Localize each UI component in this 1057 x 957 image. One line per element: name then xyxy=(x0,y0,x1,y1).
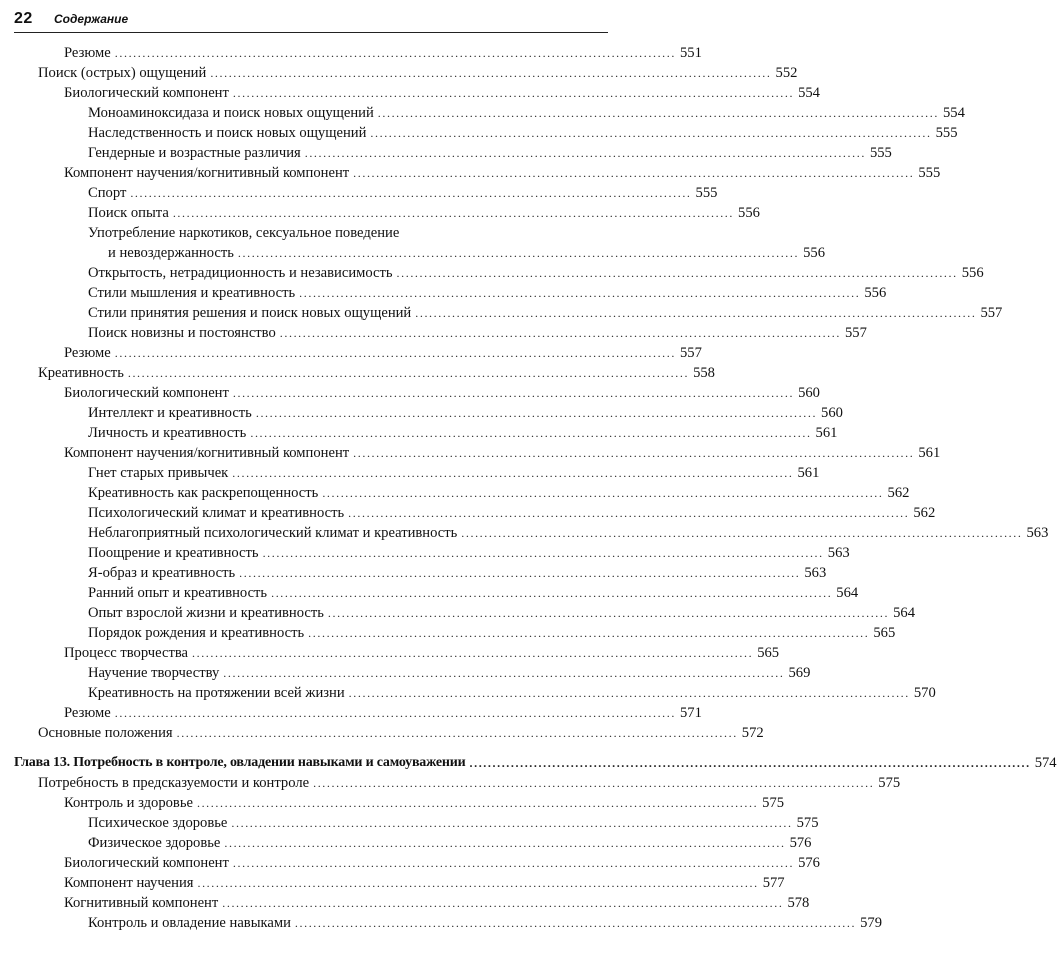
toc-entry-title: Биологический компонент xyxy=(64,385,229,401)
toc-entry-title: Ранний опыт и креативность xyxy=(88,585,268,601)
toc-entry[interactable] xyxy=(88,122,958,142)
toc-entry-title: Наследственность и поиск новых ощущений xyxy=(88,125,367,141)
toc-entry[interactable] xyxy=(64,792,785,812)
dot-leader: .......................................................................................................................... xyxy=(232,86,795,100)
toc-entry-page: 554 xyxy=(942,105,965,121)
toc-entry[interactable] xyxy=(64,642,780,662)
page-number: 22 xyxy=(14,10,33,27)
toc-entry-page: 575 xyxy=(878,775,901,791)
toc-entry-title: Глава 13. Потребность в контроле, овладении навыками и самоуважении xyxy=(14,755,466,770)
dot-leader: .......................................................................................................................... xyxy=(299,286,861,300)
toc-entry-title: Личность и креативность xyxy=(88,425,247,441)
toc-entry-page: 578 xyxy=(787,895,810,911)
toc-entry-page: 554 xyxy=(798,85,820,101)
toc-entry[interactable] xyxy=(88,182,718,202)
toc-entry-title: Открытость, нетрадиционность и независимость xyxy=(88,265,393,281)
dot-leader: .......................................................................................................................... xyxy=(196,796,759,810)
toc-entry-title: Поиск (острых) ощущений xyxy=(38,65,207,81)
dot-leader: .......................................................................................................................... xyxy=(210,66,772,80)
dot-leader: .......................................................................................................................... xyxy=(232,856,795,870)
toc-entry-page: 555 xyxy=(695,185,718,201)
toc-entry-page: 579 xyxy=(860,915,882,931)
dot-leader: .......................................................................................................................... xyxy=(308,626,870,640)
toc-entry-title: Опыт взрослой жизни и креативность xyxy=(88,605,324,621)
toc-entry-title: Психологический климат и креативность xyxy=(88,505,345,521)
toc-entry-page: 556 xyxy=(738,205,760,221)
toc-entry-page: 563 xyxy=(827,545,850,561)
toc-entry-page: 558 xyxy=(693,365,715,381)
dot-leader: .......................................................................................................................... xyxy=(223,666,785,680)
toc-entry-page: 576 xyxy=(789,835,812,851)
toc-entry[interactable] xyxy=(88,562,827,582)
dot-leader: .......................................................................................................................... xyxy=(271,586,833,600)
dot-leader: .......................................................................................................................... xyxy=(327,606,890,620)
toc-entry[interactable] xyxy=(88,542,850,562)
toc-entry[interactable] xyxy=(88,522,1049,542)
toc-entry[interactable] xyxy=(64,852,820,872)
dot-leader: .......................................................................................................................... xyxy=(232,386,795,400)
toc-entry-title: Биологический компонент xyxy=(64,85,229,101)
toc-entry-page: 555 xyxy=(918,165,941,181)
toc-entry[interactable] xyxy=(88,422,838,442)
toc-entry-page: 555 xyxy=(935,125,958,141)
toc-entry[interactable] xyxy=(88,282,887,302)
toc-entry[interactable] xyxy=(88,102,965,122)
toc-entry[interactable] xyxy=(88,912,882,932)
toc-entry-page: 565 xyxy=(757,645,780,661)
toc-entry[interactable] xyxy=(88,402,843,422)
toc-entry[interactable] xyxy=(108,242,825,262)
toc-entry-page: 569 xyxy=(788,665,811,681)
toc-entry[interactable] xyxy=(88,682,936,702)
toc-chapter-entry[interactable] xyxy=(14,752,1057,772)
dot-leader: .......................................................................................................................... xyxy=(114,706,676,720)
toc-entry-title: Компонент научения/когнитивный компонент xyxy=(64,445,350,461)
toc-entry-title: Гендерные и возрастные различия xyxy=(88,145,301,161)
toc-entry[interactable] xyxy=(88,602,915,622)
toc-entry-title: Неблагоприятный психологический климат и креативность xyxy=(88,525,458,541)
dot-leader: .......................................................................................................................... xyxy=(224,836,786,850)
toc-entry[interactable] xyxy=(88,462,820,482)
toc-entry-title: и невоздержанность xyxy=(108,245,234,261)
dot-leader: .......................................................................................................................... xyxy=(396,266,958,280)
toc-entry-title: Компонент научения/когнитивный компонент xyxy=(64,165,350,181)
toc-entry-title: Когнитивный компонент xyxy=(64,895,219,911)
toc-entry-title: Интеллект и креативность xyxy=(88,405,252,421)
dot-leader: .......................................................................................................................... xyxy=(322,486,884,500)
toc-entry[interactable] xyxy=(88,322,867,342)
toc-entry-page: 560 xyxy=(821,405,843,421)
toc-entry-title: Компонент научения xyxy=(64,875,194,891)
toc-entry[interactable] xyxy=(88,662,811,682)
toc-entry-page: 563 xyxy=(804,565,827,581)
toc-entry[interactable] xyxy=(88,502,936,522)
toc-entry-title: Физическое здоровье xyxy=(88,835,221,851)
toc-entry[interactable] xyxy=(38,362,715,382)
toc-entry-page: 572 xyxy=(741,725,764,741)
toc-entry[interactable] xyxy=(64,342,702,362)
toc-entry-title: Стили мышления и креативность xyxy=(88,285,296,301)
dot-leader: .......................................................................................................................... xyxy=(239,566,801,580)
toc-entry-page: 561 xyxy=(797,465,820,481)
toc-entry-page: 552 xyxy=(775,65,798,81)
dot-leader: .......................................................................................................................... xyxy=(353,446,915,460)
dot-leader: .......................................................................................................................... xyxy=(114,346,676,360)
toc-entry[interactable] xyxy=(64,892,810,912)
dot-leader: .......................................................................................................................... xyxy=(461,526,1023,540)
toc-entry-page: 557 xyxy=(679,345,702,361)
toc-entry-title: Поиск опыта xyxy=(88,205,169,221)
toc-entry[interactable] xyxy=(88,262,984,282)
toc-entry[interactable] xyxy=(88,222,613,242)
toc-entry-title: Гнет старых привычек xyxy=(88,465,229,481)
dot-leader: .......................................................................................................................... xyxy=(130,186,692,200)
dot-leader: .......................................................................................................................... xyxy=(313,776,875,790)
dot-leader: .......................................................................................................................... xyxy=(231,816,793,830)
toc-entry-page: 563 xyxy=(1026,525,1049,541)
toc-entry-page: 551 xyxy=(679,45,702,61)
toc-entry-title: Я-образ и креативность xyxy=(88,565,236,581)
toc-entry-title: Поиск новизны и постоянство xyxy=(88,325,276,341)
dot-leader: .......................................................................................................................... xyxy=(114,46,676,60)
toc-entry-page: 570 xyxy=(913,685,936,701)
toc-entry[interactable] xyxy=(64,382,820,402)
toc-entry-title: Резюме xyxy=(64,345,111,361)
toc-entry-title: Моноаминоксидаза и поиск новых ощущений xyxy=(88,105,374,121)
toc-entry-title: Порядок рождения и креативность xyxy=(88,625,305,641)
toc-entry-page: 555 xyxy=(869,145,892,161)
toc-entry-page: 556 xyxy=(961,265,984,281)
toc-entry-title: Резюме xyxy=(64,705,111,721)
dot-leader: .......................................................................................................................... xyxy=(232,466,794,480)
toc-entry[interactable] xyxy=(88,832,812,852)
toc-entry-page: 565 xyxy=(873,625,896,641)
toc-entry[interactable] xyxy=(88,202,760,222)
toc-entry-title: Стили принятия решения и поиск новых ощущений xyxy=(88,305,412,321)
toc-entry[interactable] xyxy=(38,772,901,792)
toc-entry-page: 562 xyxy=(913,505,936,521)
dot-leader: .......................................................................................................................... xyxy=(370,126,932,140)
toc-entry-title: Спорт xyxy=(88,185,127,201)
toc-entry-page: 562 xyxy=(887,485,910,501)
dot-leader: .......................................................................................................................... xyxy=(262,546,824,560)
toc-entry-title: Креативность как раскрепощенность xyxy=(88,485,319,501)
toc-entry-title: Поощрение и креативность xyxy=(88,545,259,561)
toc-entry-title: Креативность xyxy=(38,365,124,381)
toc-entry-title: Основные положения xyxy=(38,725,173,741)
toc-entry[interactable] xyxy=(64,442,941,462)
dot-leader: .......................................................................................................................... xyxy=(353,166,915,180)
toc-entry[interactable] xyxy=(64,702,702,722)
toc-entry-title: Процесс творчества xyxy=(64,645,188,661)
toc-entry-page: 576 xyxy=(798,855,820,871)
section-title: Содержание xyxy=(54,12,129,26)
toc-entry[interactable] xyxy=(64,162,941,182)
toc-entry-page: 564 xyxy=(893,605,915,621)
dot-leader: .......................................................................................................................... xyxy=(255,406,818,420)
toc-entry[interactable] xyxy=(88,142,892,162)
dot-leader: .......................................................................................................................... xyxy=(279,326,841,340)
toc-entry-page: 557 xyxy=(980,305,1003,321)
toc-entry[interactable] xyxy=(88,812,819,832)
toc-entry[interactable] xyxy=(38,62,798,82)
toc-entry-title: Психическое здоровье xyxy=(88,815,228,831)
toc-entry-page: 571 xyxy=(679,705,702,721)
dot-leader: .......................................................................................................................... xyxy=(237,246,800,260)
dot-leader: .......................................................................................................................... xyxy=(348,686,910,700)
dot-leader: .......................................................................................................................... xyxy=(192,646,754,660)
dot-leader: .......................................................................................................................... xyxy=(197,876,759,890)
toc-entry-page: 560 xyxy=(798,385,820,401)
dot-leader: .......................................................................................................................... xyxy=(172,206,735,220)
dot-leader: .......................................................................................................................... xyxy=(348,506,910,520)
dot-leader: .......................................................................................................................... xyxy=(127,366,690,380)
dot-leader: .......................................................................................................................... xyxy=(304,146,866,160)
toc-entry-page: 561 xyxy=(815,425,838,441)
toc-entry-page: 557 xyxy=(844,325,867,341)
dot-leader: .......................................................................................................................... xyxy=(294,916,857,930)
dot-leader: .......................................................................................................................... xyxy=(176,726,738,740)
toc-entry-page: 561 xyxy=(918,445,941,461)
dot-leader: .......................................................................................................................... xyxy=(415,306,977,320)
toc-entry[interactable] xyxy=(88,622,896,642)
toc-entry-title: Контроль и здоровье xyxy=(64,795,193,811)
toc-entry[interactable] xyxy=(88,482,910,502)
toc-entry-page: 556 xyxy=(803,245,825,261)
dot-leader: .......................................................................................................................... xyxy=(377,106,939,120)
toc-entry-page: 575 xyxy=(762,795,785,811)
toc-entry-title: Употребление наркотиков, сексуальное поведение xyxy=(88,225,400,241)
toc-entry-title: Научение творчеству xyxy=(88,665,220,681)
toc-entry[interactable] xyxy=(64,82,820,102)
toc-entry-page: 564 xyxy=(836,585,859,601)
toc-entry[interactable] xyxy=(38,722,764,742)
toc-entry-title: Контроль и овладение навыками xyxy=(88,915,291,931)
toc-entry-title: Биологический компонент xyxy=(64,855,229,871)
dot-leader: .......................................................................................................................... xyxy=(250,426,812,440)
toc-entry-title: Резюме xyxy=(64,45,111,61)
toc-entry-page: 556 xyxy=(864,285,887,301)
toc-entry-page: 577 xyxy=(762,875,785,891)
toc-entry[interactable] xyxy=(88,302,1003,322)
toc-entry[interactable] xyxy=(88,582,859,602)
toc-entry-page: 574 xyxy=(1034,755,1057,771)
toc-entry-page: 575 xyxy=(796,815,819,831)
toc-entry[interactable] xyxy=(64,42,702,62)
toc-entry-title: Креативность на протяжении всей жизни xyxy=(88,685,345,701)
toc-entry[interactable] xyxy=(64,872,785,892)
toc-entry-title: Потребность в предсказуемости и контроле xyxy=(38,775,310,791)
running-header xyxy=(14,8,608,33)
dot-leader: .......................................................................................................................... xyxy=(469,756,1031,770)
dot-leader: .......................................................................................................................... xyxy=(222,896,784,910)
